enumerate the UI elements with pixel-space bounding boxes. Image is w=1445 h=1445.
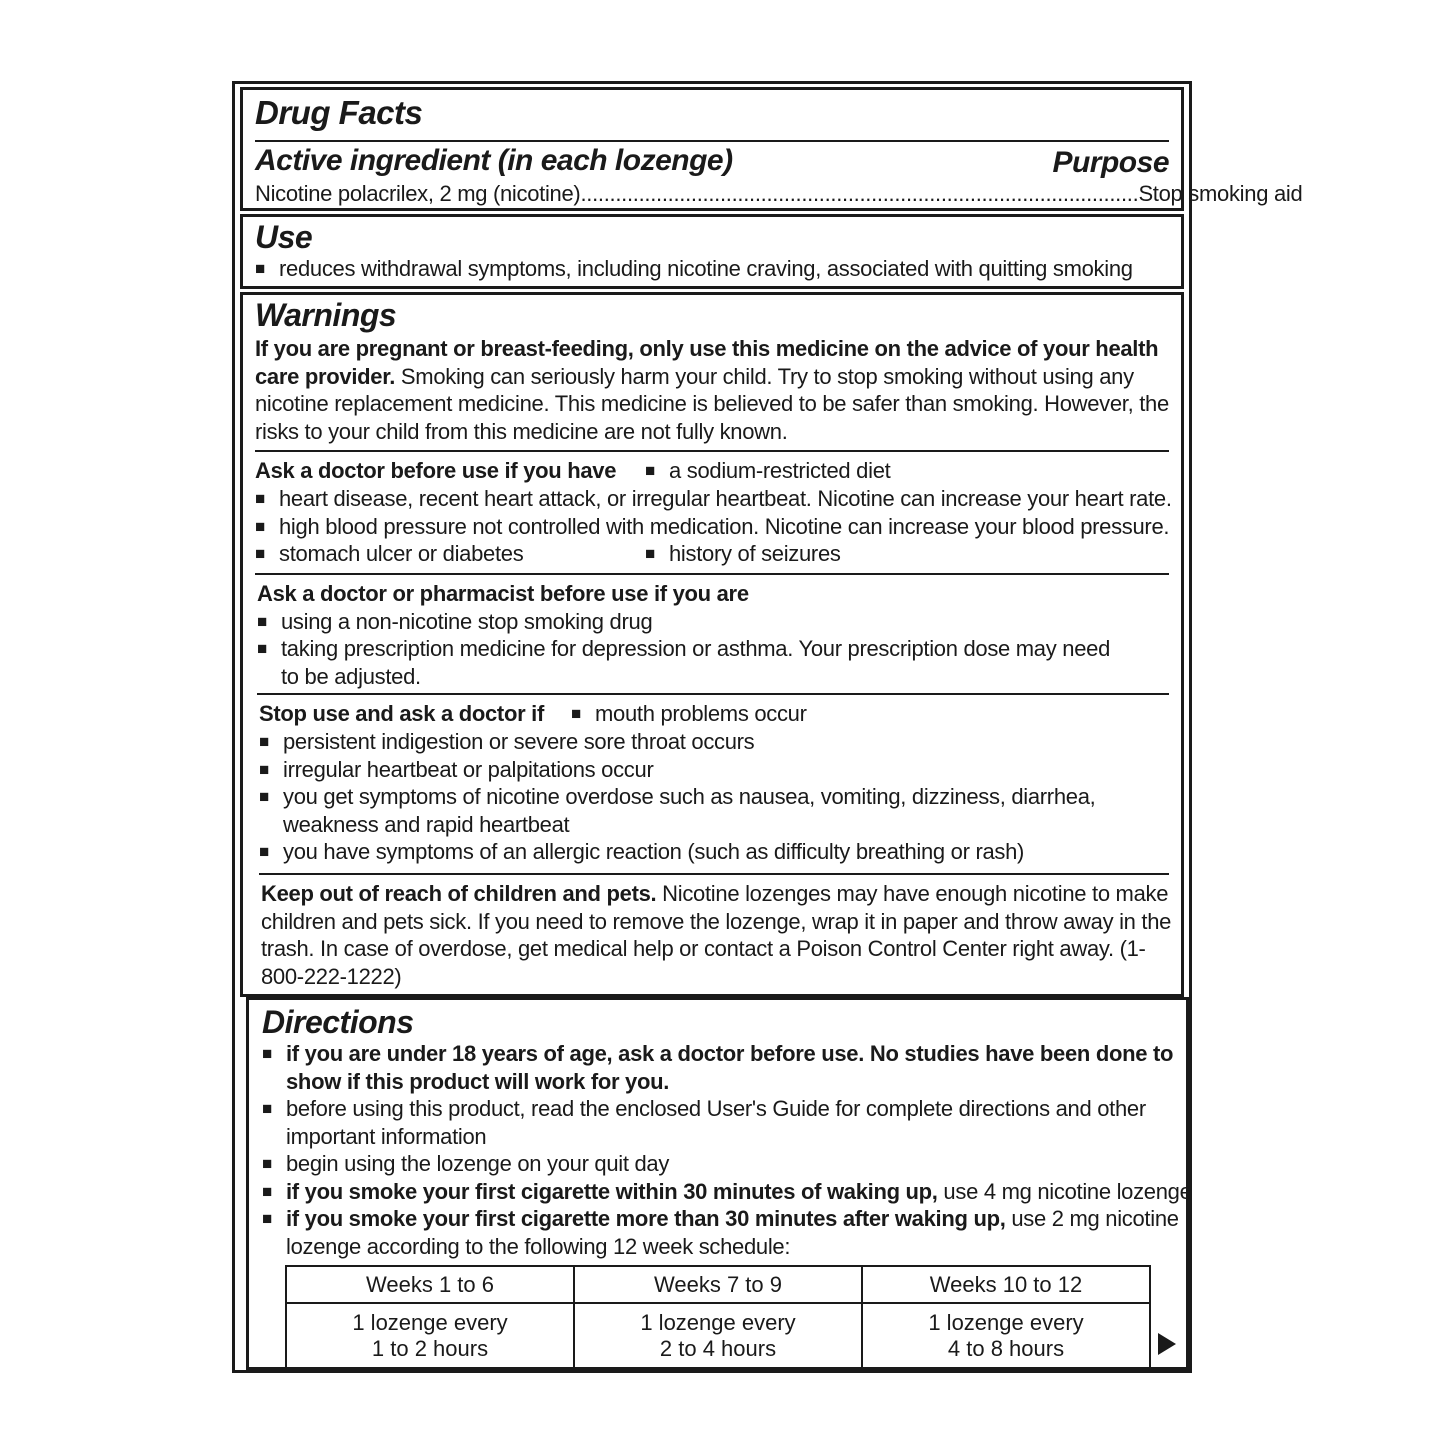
ask-doctor-item: ■ heart disease, recent heart attack, or irregular heartbeat. Nicotine can increase your heart rate. (255, 485, 1185, 513)
stop-use-item: ■ you get symptoms of nicotine overdose such as nausea, vomiting, dizziness, diarrhea, weakness and rapid heartbeat (259, 783, 1099, 838)
dose-interval: 1 to 2 hours (371, 1336, 489, 1361)
pregnancy-warning-bold: If you are pregnant or breast-feeding, only use this medicine on the advice of your health care provider. (255, 336, 1159, 389)
stop-use-item: ■ you have symptoms of an allergic reaction (such as difficulty breathing or rash) (259, 838, 1099, 866)
drug-facts-header-section (240, 87, 1303, 211)
dot-leader: ................................................................................................ (580, 181, 1139, 206)
pregnancy-warning-text: Smoking can seriously harm your child. Try to stop smoking without using any nicotine replacement medicine. This medicine is believed to be safer than smoking. However, the risks to your child from this medicine are not fully known. (255, 363, 1169, 444)
ingredient-purpose: Stop smoking aid (1138, 181, 1303, 206)
ask-doctor-item: ■ high blood pressure not controlled with medication. Nicotine can increase your blood pressure. (255, 513, 1185, 541)
schedule-dose-cell (862, 1303, 1150, 1369)
stop-use-item: ■ mouth problems occur (571, 700, 807, 728)
directions-item: ■ before using this product, read the enclosed User's Guide for complete directions and other important information (262, 1095, 1182, 1150)
schedule-header-row (286, 1266, 1150, 1303)
title-divider (255, 140, 1169, 142)
ask-doctor-item: ■ stomach ulcer or diabetes (255, 540, 523, 568)
ask-doctor-block (255, 457, 1185, 568)
directions-item-bold: if you smoke your first cigarette more than 30 minutes after waking up, (286, 1206, 1006, 1231)
ask-pharmacist-item: ■ taking prescription medicine for depression or asthma. Your prescription dose may need to be adjusted. (257, 635, 1127, 690)
drug-facts-panel (232, 81, 1303, 1373)
warnings-heading: Warnings (255, 297, 397, 333)
ask-doctor-heading: Ask a doctor before use if you have (255, 458, 617, 483)
divider-2 (255, 573, 1169, 575)
schedule-dose-row (286, 1303, 1150, 1369)
purpose-heading: Purpose (1052, 146, 1169, 179)
directions-item-bold: if you smoke your first cigarette within 30 minutes of waking up, (286, 1178, 938, 1204)
ask-pharmacist-block (257, 580, 1127, 690)
pregnancy-warning (255, 335, 1180, 445)
schedule-header-cell: Weeks 7 to 9 (574, 1266, 862, 1303)
use-section (240, 214, 1184, 289)
divider-1 (255, 450, 1169, 452)
dose-frequency: 1 lozenge every (352, 1310, 508, 1335)
schedule-dose-cell (286, 1303, 574, 1369)
directions-section (246, 997, 1192, 1370)
use-item: ■ reduces withdrawal symptoms, including nicotine craving, associated with quitting smoking (255, 255, 1133, 283)
use-heading: Use (255, 219, 313, 255)
directions-item: ■ if you are under 18 years of age, ask a doctor before use. No studies have been done to show if this product will work for you. (262, 1040, 1182, 1095)
ask-pharmacist-heading: Ask a doctor or pharmacist before use if you are (257, 581, 749, 606)
ingredient-name: Nicotine polacrilex, 2 mg (nicotine) (255, 181, 581, 206)
dose-frequency: 1 lozenge every (928, 1310, 1084, 1335)
dose-interval: 4 to 8 hours (947, 1336, 1065, 1361)
directions-item: ■ begin using the lozenge on your quit day (262, 1150, 1182, 1178)
dosing-schedule-table (285, 1265, 1151, 1370)
schedule-header-cell: Weeks 1 to 6 (286, 1266, 574, 1303)
ingredient-line (255, 180, 1303, 208)
schedule-dose-cell (574, 1303, 862, 1369)
stop-use-item: ■ irregular heartbeat or palpitations occur (259, 756, 1099, 784)
directions-heading: Directions (262, 1004, 414, 1040)
continue-arrow-icon (1158, 1333, 1176, 1355)
directions-item (262, 1178, 1192, 1206)
ask-pharmacist-item: ■ using a non-nicotine stop smoking drug (257, 608, 1127, 636)
directions-item (262, 1205, 1182, 1260)
stop-use-heading: Stop use and ask a doctor if (259, 701, 544, 726)
drug-facts-title: Drug Facts (255, 94, 423, 131)
divider-3 (257, 693, 1169, 695)
keep-out-bold: Keep out of reach of children and pets. (261, 881, 657, 906)
dose-interval: 2 to 4 hours (659, 1336, 777, 1361)
stop-use-item: ■ persistent indigestion or severe sore throat occurs (259, 728, 1099, 756)
dose-frequency: 1 lozenge every (640, 1310, 796, 1335)
directions-list (262, 1040, 1192, 1260)
stop-use-block (259, 700, 1099, 866)
directions-item-text: use 4 mg nicotine lozenge (937, 1178, 1192, 1204)
schedule-header-cell: Weeks 10 to 12 (862, 1266, 1150, 1303)
ask-doctor-item: ■ a sodium-restricted diet (645, 457, 890, 485)
active-ingredient-heading: Active ingredient (in each lozenge) (255, 144, 733, 177)
keep-out-of-reach (261, 880, 1181, 990)
directions-item-text: use 2 mg nicotine lozenge according to the following 12 week schedule: (286, 1206, 1179, 1259)
warnings-section (240, 292, 1184, 997)
divider-4 (259, 873, 1169, 875)
keep-out-text: Nicotine lozenges may have enough nicotine to make children and pets sick. If you need to remove the lozenge, wrap it in paper and throw away in the trash. In case of overdose, get medical help or contact a Poison Control Center right away. (1-800-222-1222) (261, 881, 1172, 989)
ask-doctor-item: ■ history of seizures (645, 540, 841, 568)
